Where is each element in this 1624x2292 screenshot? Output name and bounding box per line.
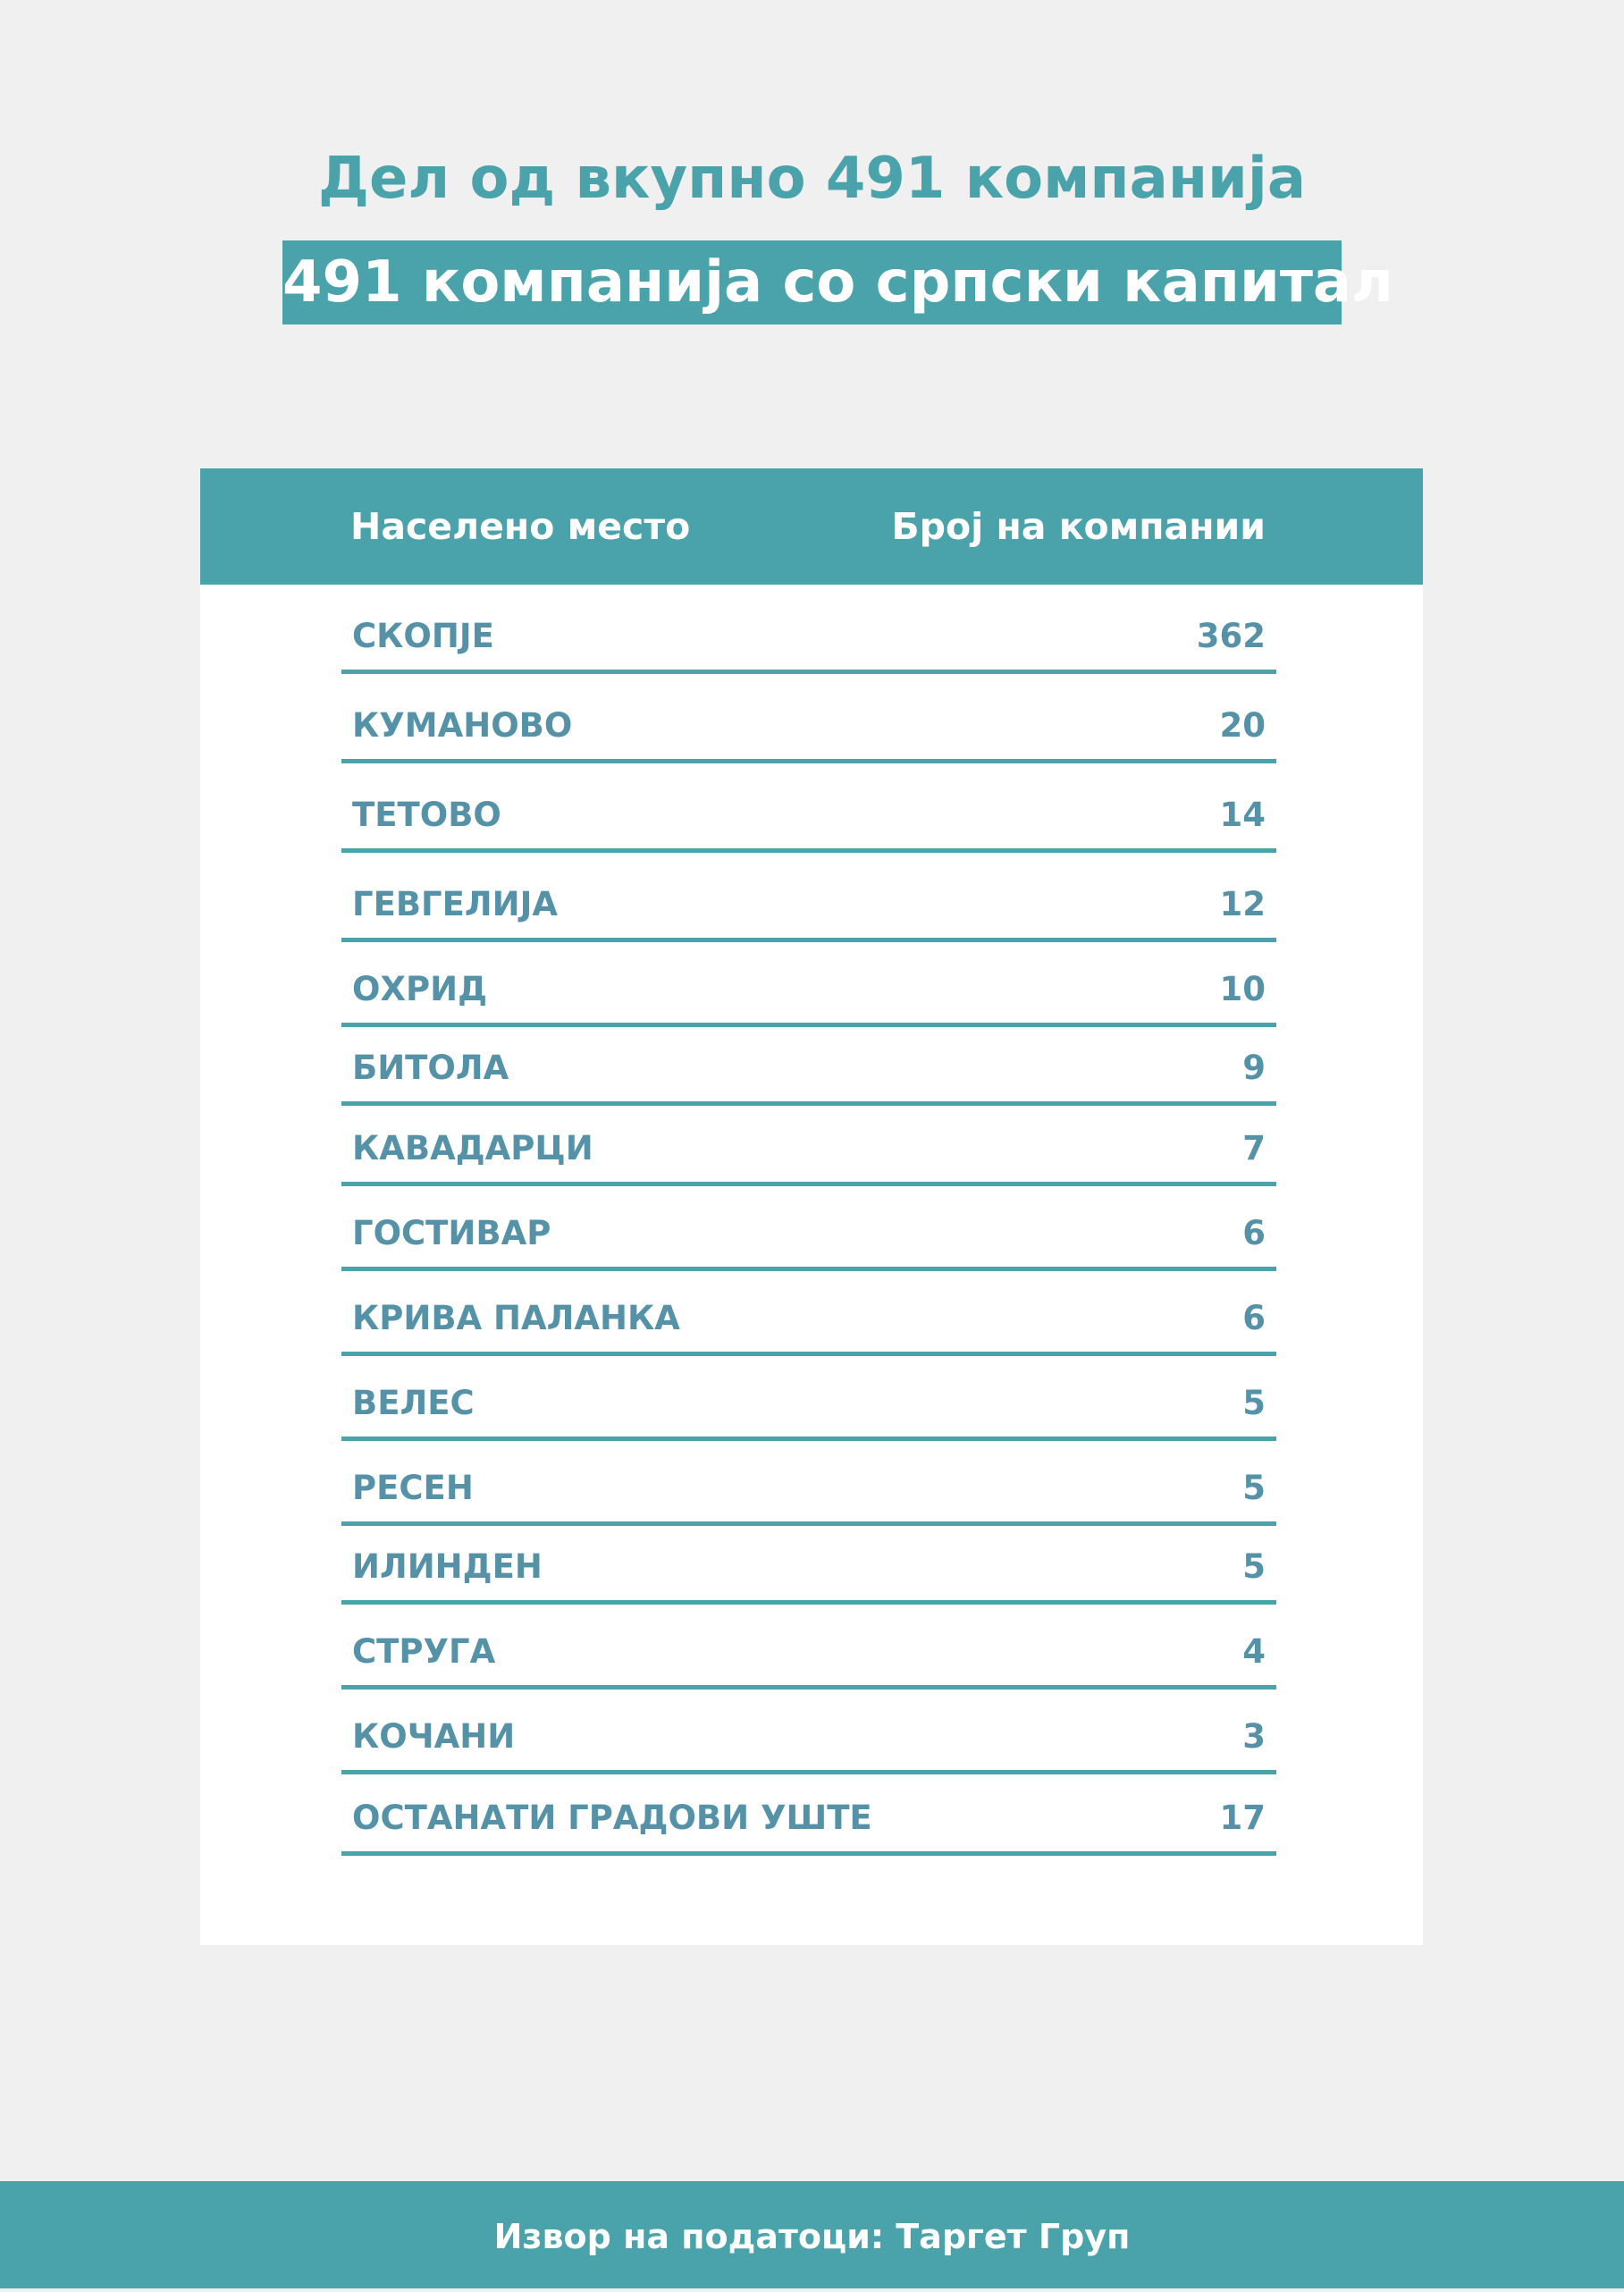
table-header (200, 468, 1423, 585)
table-row (341, 763, 1276, 853)
row-count: 4 (1242, 1632, 1266, 1671)
headline: Дел од вкупно 491 компанија (317, 146, 1307, 212)
row-count: 7 (1242, 1129, 1266, 1167)
table-row (341, 674, 1276, 763)
row-city: СКОПЈЕ (352, 617, 494, 655)
row-city: ГЕВГЕЛИЈА (352, 885, 559, 923)
row-count: 12 (1219, 885, 1266, 923)
table-row (341, 942, 1276, 1027)
row-count: 5 (1242, 1469, 1266, 1507)
table-row (341, 1441, 1276, 1526)
table-row (341, 1106, 1276, 1186)
table-row (341, 1271, 1276, 1356)
row-city: ГОСТИВАР (352, 1214, 551, 1252)
row-city: ОХРИД (352, 970, 488, 1008)
row-city: КАВАДАРЦИ (352, 1129, 593, 1167)
table-row (341, 1186, 1276, 1271)
row-city: ТЕТОВО (352, 796, 501, 834)
table-row (341, 1027, 1276, 1106)
source-footer: Извор на податоци: Таргет Груп (0, 2181, 1624, 2288)
row-count: 9 (1242, 1049, 1266, 1087)
row-count: 362 (1196, 617, 1266, 655)
row-count: 14 (1219, 796, 1266, 834)
row-count: 5 (1242, 1384, 1266, 1422)
row-city: КРИВА ПАЛАНКА (352, 1299, 680, 1337)
column-header-count: Број на компании (891, 505, 1266, 548)
row-city: ИЛИНДЕН (352, 1547, 543, 1586)
row-city: СТРУГА (352, 1632, 496, 1671)
row-count: 6 (1242, 1214, 1266, 1252)
row-count: 17 (1219, 1799, 1266, 1837)
table-row (341, 1526, 1276, 1605)
row-count: 5 (1242, 1547, 1266, 1586)
table-row (341, 1605, 1276, 1690)
row-city: ОСТАНАТИ ГРАДОВИ УШТЕ (352, 1799, 872, 1837)
data-table-panel (200, 468, 1423, 1945)
title-banner: 491 компанија со српски капитал (282, 240, 1342, 324)
row-count: 10 (1219, 970, 1266, 1008)
table-row (341, 1774, 1276, 1856)
row-city: РЕСЕН (352, 1469, 474, 1507)
row-city: КУМАНОВО (352, 706, 573, 745)
table-row (341, 853, 1276, 942)
table-row (341, 585, 1276, 674)
table-row (341, 1690, 1276, 1774)
row-city: КОЧАНИ (352, 1717, 516, 1756)
column-header-city: Населено место (350, 505, 691, 548)
table-row (341, 1356, 1276, 1441)
row-city: ВЕЛЕС (352, 1384, 475, 1422)
row-count: 20 (1219, 706, 1266, 745)
row-count: 3 (1242, 1717, 1266, 1756)
row-count: 6 (1242, 1299, 1266, 1337)
row-city: БИТОЛА (352, 1049, 509, 1087)
